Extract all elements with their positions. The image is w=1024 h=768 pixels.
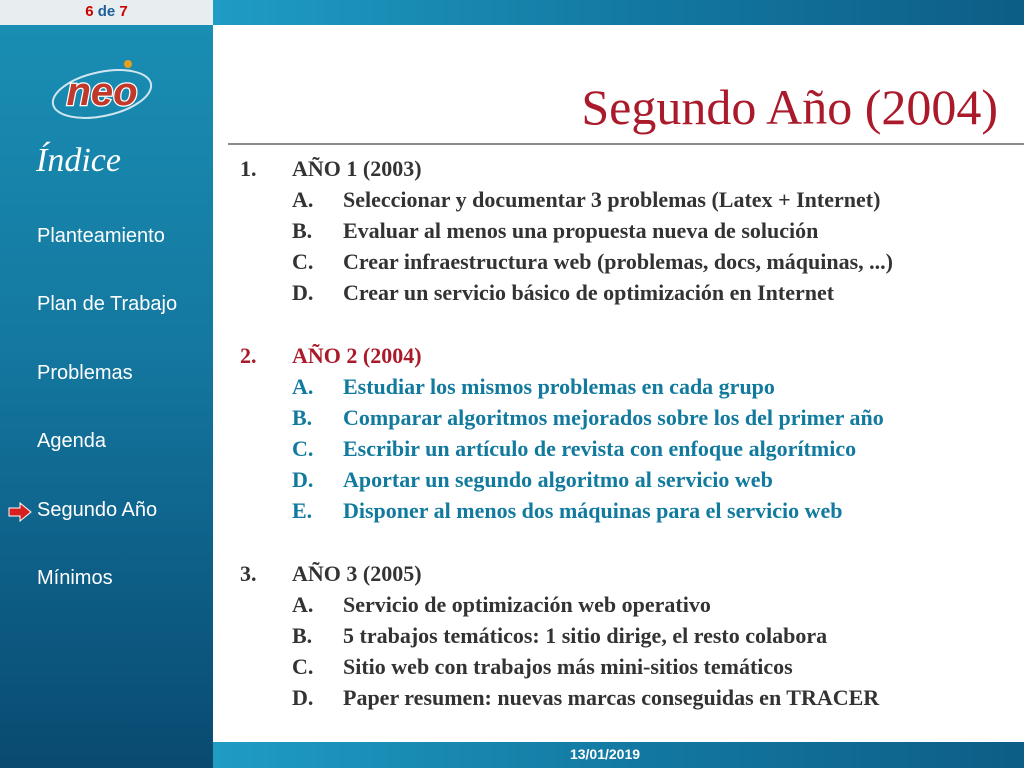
sidebar-item-segundo-ano[interactable]: Segundo Año <box>37 499 158 521</box>
sidebar-item-planteamiento[interactable]: Planteamiento <box>37 225 165 247</box>
section-ano-3 <box>240 558 1020 713</box>
item-marker: C. <box>292 249 314 274</box>
item-marker: E. <box>292 498 313 523</box>
sidebar-item-minimos[interactable]: Mínimos <box>37 567 113 589</box>
list-item <box>240 589 1020 620</box>
item-text: Disponer al menos dos máquinas para el servicio web <box>343 498 843 523</box>
title-divider <box>228 143 1024 145</box>
list-item <box>240 651 1020 682</box>
item-marker: D. <box>292 467 314 492</box>
item-text: Servicio de optimización web operativo <box>343 592 711 617</box>
list-item <box>240 215 1020 246</box>
item-text: Crear un servicio básico de optimización en Internet <box>343 280 835 305</box>
item-marker: B. <box>292 623 313 648</box>
item-marker: A. <box>292 592 314 617</box>
sidebar-item-problemas[interactable]: Problemas <box>37 362 133 384</box>
list-item <box>240 464 1020 495</box>
item-text: Seleccionar y documentar 3 problemas (Latex + Internet) <box>343 187 881 212</box>
list-item <box>240 184 1020 215</box>
item-text: 5 trabajos temáticos: 1 sitio dirige, el resto colabora <box>343 623 828 648</box>
section-ano-1 <box>240 153 1020 308</box>
item-text: Aportar un segundo algoritmo al servicio web <box>343 467 773 492</box>
section-ano-2 <box>240 340 1020 526</box>
section-title: AÑO 3 (2005) <box>292 561 422 586</box>
footer-date: 13/01/2019 <box>569 746 641 762</box>
item-marker: D. <box>292 685 314 710</box>
list-item <box>240 371 1020 402</box>
item-marker: C. <box>292 654 314 679</box>
sidebar-item-plan-de-trabajo[interactable]: Plan de Trabajo <box>37 293 178 315</box>
item-marker: C. <box>292 436 314 461</box>
top-bar <box>213 0 1024 25</box>
logo-text: neo <box>66 70 138 114</box>
section-heading <box>240 153 1020 184</box>
section-title: AÑO 1 (2003) <box>292 156 422 181</box>
list-item <box>240 402 1020 433</box>
page-number: 6 <box>85 3 94 20</box>
section-heading <box>240 340 1020 371</box>
list-item <box>240 682 1020 713</box>
item-text: Sitio web con trabajos más mini-sitios temáticos <box>343 654 793 679</box>
section-marker: 2. <box>240 343 257 368</box>
page-counter <box>0 0 213 25</box>
section-title: AÑO 2 (2004) <box>292 343 422 368</box>
item-marker: B. <box>292 405 313 430</box>
neo-logo-icon <box>40 58 170 128</box>
section-marker: 3. <box>240 561 257 586</box>
list-item <box>240 495 1020 526</box>
red-arrow-icon <box>7 502 33 522</box>
item-marker: D. <box>292 280 314 305</box>
item-marker: A. <box>292 187 314 212</box>
item-text: Crear infraestructura web (problemas, docs, máquinas, ...) <box>343 249 893 274</box>
page-total: 7 <box>119 3 128 20</box>
item-text: Comparar algoritmos mejorados sobre los del primer año <box>343 405 884 430</box>
page-title: Segundo Año (2004) <box>581 79 998 135</box>
item-text: Escribir un artículo de revista con enfoque algorítmico <box>343 436 857 461</box>
page-separator: de <box>97 3 116 20</box>
item-marker: B. <box>292 218 313 243</box>
sidebar-item-agenda[interactable]: Agenda <box>37 430 106 452</box>
item-text: Evaluar al menos una propuesta nueva de solución <box>343 218 819 243</box>
item-text: Estudiar los mismos problemas en cada grupo <box>343 374 775 399</box>
item-text: Paper resumen: nuevas marcas conseguidas en TRACER <box>343 685 880 710</box>
list-item <box>240 433 1020 464</box>
list-item <box>240 246 1020 277</box>
slide-content <box>240 153 1020 745</box>
section-heading <box>240 558 1020 589</box>
list-item <box>240 277 1020 308</box>
index-title: Índice <box>36 142 121 179</box>
list-item <box>240 620 1020 651</box>
item-marker: A. <box>292 374 314 399</box>
section-marker: 1. <box>240 156 257 181</box>
